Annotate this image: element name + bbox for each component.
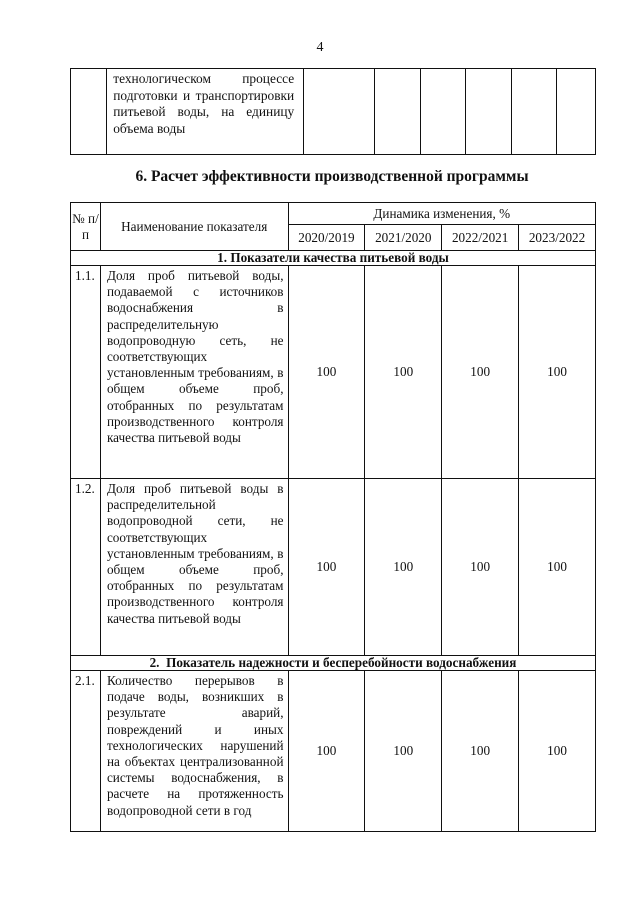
header-no: № п/п (71, 203, 101, 251)
table-cell (374, 69, 420, 155)
header-year: 2020/2019 (288, 225, 365, 251)
table-cell (556, 69, 595, 155)
table-cell (511, 69, 556, 155)
section-title: 6. Расчет эффективности производственной программы (135, 168, 529, 185)
header-year: 2023/2022 (519, 225, 596, 251)
indicator-name: Количество перерывов в подаче воды, возникших в результате аварий, повреждений и иных технологических нарушений на объектах централизованной системы водоснабжения, в расчете на протяженность водопроводной сети в год (100, 671, 288, 832)
section-row (71, 656, 596, 671)
row-number: 2.1. (71, 671, 101, 832)
table-cell (107, 69, 304, 155)
table-header-row (71, 203, 596, 225)
header-dynamics: Динамика изменения, % (288, 203, 596, 225)
value-cell: 100 (288, 671, 365, 832)
efficiency-table (70, 202, 596, 832)
table-cell (304, 69, 375, 155)
row-number: 1.2. (71, 479, 101, 656)
section-heading: 2. Показатель надежности и бесперебойности водоснабжения (71, 656, 596, 671)
value-cell: 100 (519, 671, 596, 832)
value-cell: 100 (442, 266, 519, 479)
section-row (71, 251, 596, 266)
indicator-name: Доля проб питьевой воды, подаваемой с источников водоснабжения в распределительную водопроводную сеть, не соответствующих установленным требованиям, в общем объеме проб, отобранных по результатам производственного контроля качества питьевой воды (100, 266, 288, 479)
value-cell: 100 (288, 266, 365, 479)
value-cell: 100 (442, 671, 519, 832)
table-row (71, 479, 596, 656)
table-cell (71, 69, 107, 155)
table-cell (465, 69, 511, 155)
table-row (71, 69, 596, 155)
table-row (71, 266, 596, 479)
value-cell: 100 (288, 479, 365, 656)
table-row (71, 671, 596, 832)
row-number: 1.1. (71, 266, 101, 479)
indicator-name: Доля проб питьевой воды в распределительной водопроводной сети, не соответствующих установленным требованиям, в общем объеме проб, отобранных по результатам производственного контроля качества питьевой воды (100, 479, 288, 656)
continuation-text: технологическом процессе подготовки и транспортировки питьевой воды, на единицу объема воды (113, 71, 295, 136)
page-number: 4 (316, 40, 324, 55)
value-cell: 100 (519, 479, 596, 656)
header-year: 2022/2021 (442, 225, 519, 251)
value-cell: 100 (365, 266, 442, 479)
value-cell: 100 (442, 479, 519, 656)
header-year: 2021/2020 (365, 225, 442, 251)
value-cell: 100 (365, 671, 442, 832)
value-cell: 100 (365, 479, 442, 656)
header-name: Наименование показателя (100, 203, 288, 251)
table-cell (420, 69, 465, 155)
section-heading: 1. Показатели качества питьевой воды (71, 251, 596, 266)
continuation-table (70, 68, 596, 155)
value-cell: 100 (519, 266, 596, 479)
